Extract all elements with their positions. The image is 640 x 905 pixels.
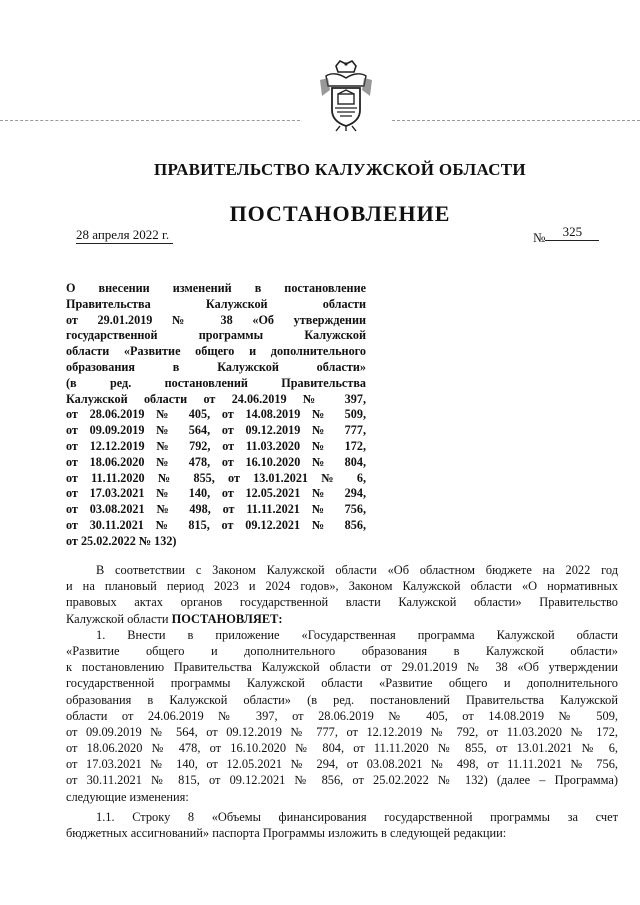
item11-line: бюджетных ассигнований» паспорта Программы изложить в следующей редакции:	[66, 826, 507, 840]
item1-line: от 30.11.2021 № 815, от 09.12.2021 № 856, от 25.02.2022 № 132) (далее – Программа)	[66, 773, 618, 788]
preamble-line	[66, 611, 618, 627]
document-date: 28 апреля 2022 г.	[76, 227, 173, 244]
preamble-line: В соответствии с Законом Калужской области «Об областном бюджете на 2022 год	[96, 563, 618, 577]
number-sign: №	[533, 230, 546, 245]
item1-line: к постановлению Правительства Калужской области от 29.01.2019 № 38 «Об утверждении	[66, 660, 618, 675]
subject-line: от 03.08.2021 № 498, от 11.11.2021 № 756,	[66, 502, 366, 517]
government-title: ПРАВИТЕЛЬСТВО КАЛУЖСКОЙ ОБЛАСТИ	[154, 160, 526, 179]
subject-line: от 18.06.2020 № 478, от 16.10.2020 № 804,	[66, 454, 366, 469]
subject-line: от 11.11.2020 № 855, от 13.01.2021 № 6,	[66, 470, 366, 485]
subject-line: образования в Калужской области»	[66, 359, 366, 374]
subject-line: Правительства Калужской области	[66, 296, 366, 311]
number-value: 325	[545, 224, 599, 241]
item1-line: «Развитие общего и дополнительного образования в Калужской области»	[66, 643, 618, 658]
subject-line: от 09.09.2019 № 564, от 09.12.2019 № 777,	[66, 423, 366, 438]
subject-line: от 25.02.2022 № 132)	[66, 533, 177, 548]
item1-line: области от 24.06.2019 № 397, от 28.06.2019 № 405, от 14.08.2019 № 509,	[66, 708, 618, 723]
top-dashed-line-left	[0, 120, 300, 121]
subject-line: от 30.11.2021 № 815, от 09.12.2021 № 856,	[66, 517, 366, 532]
item1-line: следующие изменения:	[66, 789, 189, 804]
item1-line: от 09.09.2019 № 564, от 09.12.2019 № 777, от 12.12.2019 № 792, от 11.03.2020 № 172,	[66, 724, 618, 739]
subject-line: от 17.03.2021 № 140, от 12.05.2021 № 294,	[66, 486, 366, 501]
subject-line: области «Развитие общего и дополнительного	[66, 344, 366, 359]
preamble-line: правовых актах органов государственной власти Калужской области» Правительство	[66, 595, 618, 610]
item1-line: государственной программы Калужской области «Развитие общего и дополнительного	[66, 676, 618, 691]
subject-line: от 28.06.2019 № 405, от 14.08.2019 № 509,	[66, 407, 366, 422]
document-number	[533, 224, 599, 247]
subject-line: государственной программы Калужской	[66, 328, 366, 343]
subject-line: О внесении изменений в постановление	[66, 281, 366, 295]
item1-line: 1. Внести в приложение «Государственная программа Калужской области	[96, 627, 618, 642]
document-kind-title: ПОСТАНОВЛЕНИЕ	[229, 201, 451, 226]
top-dashed-line-right	[392, 120, 640, 121]
item1-line: от 17.03.2021 № 140, от 12.05.2021 № 294, от 03.08.2021 № 498, от 11.11.2021 № 756,	[66, 757, 618, 772]
item11-line: 1.1. Строку 8 «Объемы финансирования государственной программы за счет	[96, 809, 618, 824]
subject-line: от 12.12.2019 № 792, от 11.03.2020 № 172,	[66, 438, 366, 453]
preamble-line: и на плановый период 2023 и 2024 годов», Законом Калужской области «О нормативных	[66, 579, 618, 594]
item1-line: от 18.06.2020 № 478, от 16.10.2020 № 804, от 11.11.2020 № 855, от 13.01.2021 № 6,	[66, 741, 618, 756]
coat-of-arms-emblem	[318, 60, 374, 132]
item1-line: образования в Калужской области» (в ред. постановлений Правительства Калужской	[66, 692, 618, 707]
subject-line: от 29.01.2019 № 38 «Об утверждении	[66, 312, 366, 327]
resolution-subject	[66, 281, 366, 550]
resolution-body	[66, 562, 618, 841]
preamble-prefix: Калужской области	[66, 611, 169, 626]
subject-line: Калужской области от 24.06.2019 № 397,	[66, 391, 366, 406]
subject-line: (в ред. постановлений Правительства	[66, 375, 366, 390]
resolves-word: ПОСТАНОВЛЯЕТ:	[171, 611, 283, 626]
